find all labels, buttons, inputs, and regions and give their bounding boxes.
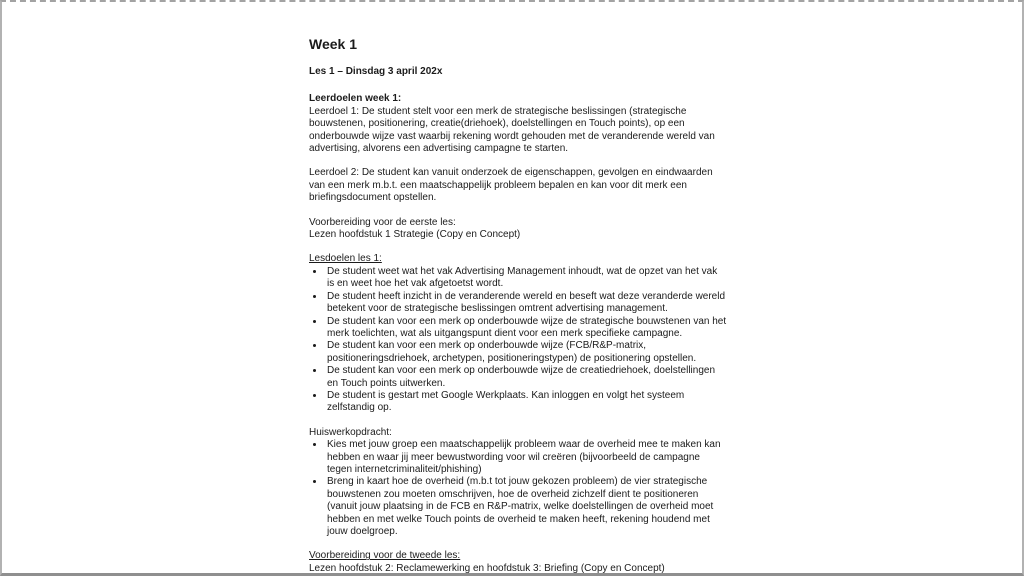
list-item: • De student kan voor een merk op onderbouwde wijze de strategische bouwstenen van het merk toelichten, wat als uitgangspunt dient voor een merk specifieke campagne. bbox=[325, 316, 727, 341]
leerdoel-1-paragraph: Leerdoel 1: De student stelt voor een merk de strategische beslissingen (strategische bouwstenen, positionering, creatie(driehoek), doelstellingen en Touch points), op een onderbouwde wijze vast waarbij rekening wordt gehouden met de veranderende wereld van advertising, alvorens een advertising campagne te starten. bbox=[309, 105, 715, 155]
voorbereiding-tweede-les-heading: Voorbereiding voor de tweede les: bbox=[309, 550, 461, 562]
list-item: • Breng in kaart hoe de overheid (m.b.t tot jouw gekozen probleem) de vier strategische bouwstenen zou moeten omschrijven, hoe de overheid zichzelf dient te positioneren (vanuit jouw plaatsing in de FCB en R&P-matrix, welke doelstellingen de overheid moet hebben en met welke Touch points de overheid te maken heeft, rekening houdend met jouw doelgroep. bbox=[325, 476, 727, 538]
lesdoelen-list bbox=[309, 266, 727, 415]
list-item: • De student heeft inzicht in de veranderende wereld en beseft wat deze veranderde wereld betekent voor de strategische beslissingen omtrent advertising management. bbox=[325, 291, 727, 316]
voorbereiding-tweede-les-body: Lezen hoofdstuk 2: Reclamewerking en hoofdstuk 3: Briefing (Copy en Concept) bbox=[309, 562, 665, 574]
list-item: • Kies met jouw groep een maatschappelijk probleem waar de overheid mee te maken kan hebben en waar jij meer bewustwording voor wil creëren (bijvoorbeeld de campagne tegen internetcriminaliteit/phishing) bbox=[325, 439, 727, 476]
voorbereiding-eerste-les-heading: Voorbereiding voor de eerste les: bbox=[309, 216, 456, 228]
list-item: • De student kan voor een merk op onderbouwde wijze (FCB/R&P-matrix, positioneringsdriehoek, archetypen, positioneringstypen) de positionering opstellen. bbox=[325, 340, 727, 365]
list-item: • De student is gestart met Google Werkplaats. Kan inloggen en volgt het systeem zelfstandig op. bbox=[325, 390, 727, 415]
lesdoelen-heading: Lesdoelen les 1: bbox=[309, 253, 382, 265]
document-content bbox=[309, 36, 727, 575]
lesson-date-heading: Les 1 – Dinsdag 3 april 202x bbox=[309, 66, 443, 77]
leerdoelen-heading: Leerdoelen week 1: bbox=[309, 93, 402, 105]
list-item: • De student weet wat het vak Advertising Management inhoudt, wat de opzet van het vak is en weet hoe het vak afgetoetst wordt. bbox=[325, 266, 727, 291]
leerdoel-2-paragraph: Leerdoel 2: De student kan vanuit onderzoek de eigenschappen, gevolgen en eindwaarden van een merk m.b.t. een maatschappelijk probleem bepalen en kan voor dit merk een briefingsdocument opstellen. bbox=[309, 167, 713, 204]
huiswerkopdracht-list bbox=[309, 439, 727, 538]
voorbereiding-eerste-les-body: Lezen hoofdstuk 1 Strategie (Copy en Concept) bbox=[309, 229, 521, 241]
huiswerkopdracht-heading: Huiswerkopdracht: bbox=[309, 426, 392, 438]
document-title: Week 1 bbox=[309, 36, 357, 52]
list-item: • De student kan voor een merk op onderbouwde wijze de creatiedriehoek, doelstellingen en Touch points uitwerken. bbox=[325, 365, 727, 390]
